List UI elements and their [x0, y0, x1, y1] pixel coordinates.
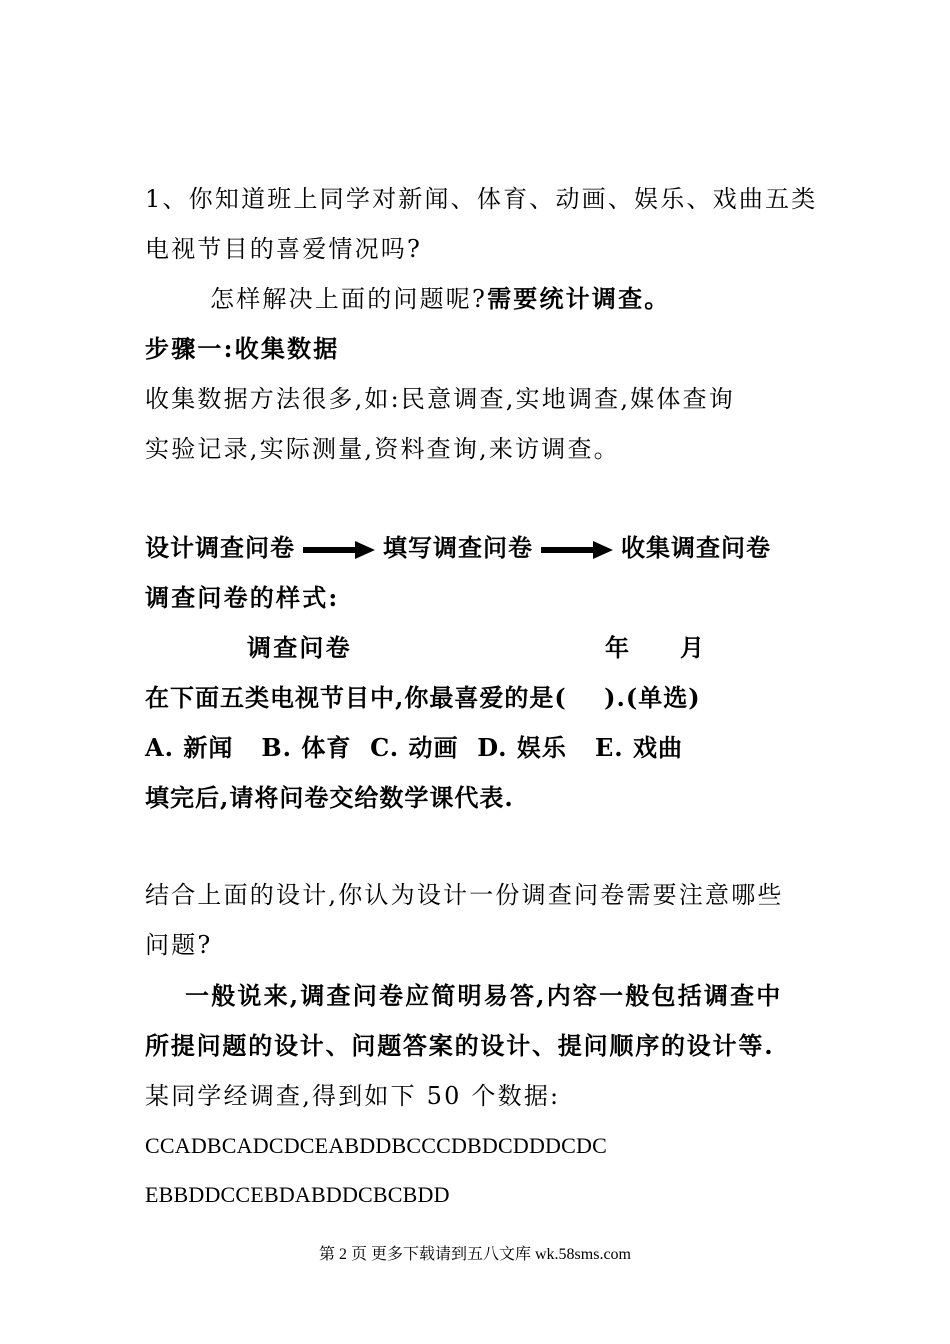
year-label: 年 — [605, 633, 632, 662]
data-line-1: CCADBCADCDCEABDDBCCCDBDCDDDCDC — [145, 1133, 607, 1158]
discussion-question-line-2: 问题? — [145, 931, 213, 959]
data-intro: 某同学经调查,得到如下 50 个数据: — [145, 1082, 561, 1110]
flow-step-design: 设计调查问卷 — [145, 533, 295, 562]
sample-title: 调查问卷的样式: — [145, 583, 340, 612]
data-line-2: EBBDDCCEBDABDDCBCBDD — [145, 1182, 450, 1207]
questionnaire-title: 调查问卷 — [247, 633, 352, 662]
solve-answer: 需要统计调查。 — [487, 284, 671, 313]
discussion-question-line-1: 结合上面的设计,你认为设计一份调查问卷需要注意哪些 — [145, 881, 784, 909]
solve-prefix: 怎样解决上面的问题呢? — [210, 285, 488, 313]
right-arrow-icon — [541, 541, 613, 559]
flow-step-fill: 填写调查问卷 — [383, 533, 533, 562]
month-label: 月 — [680, 633, 707, 662]
methods-line-1: 收集数据方法很多,如:民意调查,实地调查,媒体查询 — [145, 385, 735, 413]
right-arrow-icon — [303, 541, 375, 559]
page-footer: 第 2 页 更多下载请到五八文库 wk.58sms.com — [318, 1246, 631, 1263]
step1-heading: 步骤一:收集数据 — [145, 334, 340, 363]
solve-question — [210, 284, 670, 314]
question-1-line-1: 1、你知道班上同学对新闻、体育、动画、娱乐、戏曲五类 — [145, 185, 818, 213]
question-1-line-2: 电视节目的喜爱情况吗? — [145, 235, 423, 263]
questionnaire-options: A. 新闻 B. 体育 C. 动画 D. 娱乐 E. 戏曲 — [145, 733, 683, 762]
flow-step-collect: 收集调查问卷 — [621, 533, 771, 562]
questionnaire-question: 在下面五类电视节目中,你最喜爱的是( ).(单选) — [145, 683, 701, 712]
methods-line-2: 实验记录,实际测量,资料查询,来访调查。 — [145, 435, 620, 463]
questionnaire-note: 填完后,请将问卷交给数学课代表. — [145, 783, 514, 812]
process-flow — [145, 533, 771, 563]
answer-line-2: 所提问题的设计、问题答案的设计、提问顺序的设计等. — [145, 1031, 775, 1060]
answer-line-1: 一般说来,调查问卷应简明易答,内容一般包括调查中 — [185, 981, 783, 1010]
